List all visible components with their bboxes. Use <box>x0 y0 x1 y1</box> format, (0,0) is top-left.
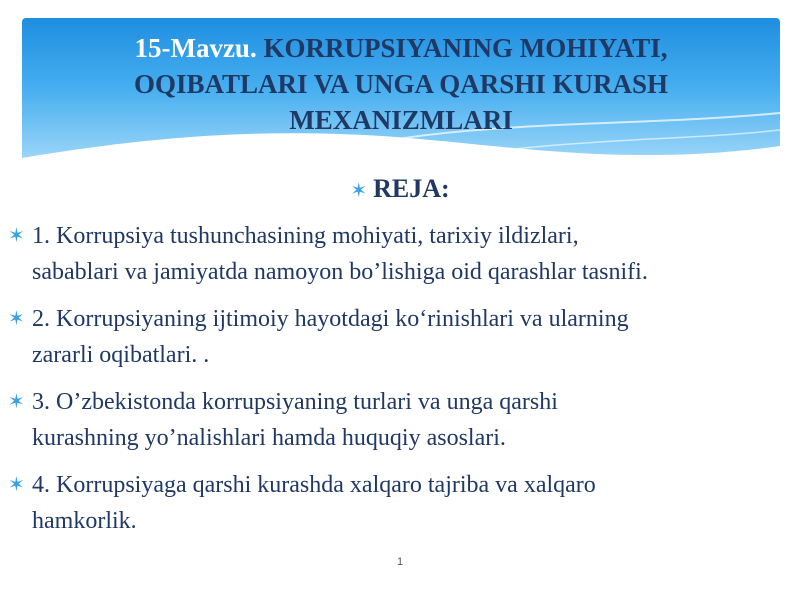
star-bullet-icon: ✶ <box>8 225 25 247</box>
list-item-line-2: kurashning yo’nalishlari hamda huquqiy asoslari. <box>32 425 506 451</box>
reja-heading <box>0 174 800 206</box>
title-line-1: KORRUPSIYANING MOHIYATI, <box>263 33 668 63</box>
list-item-line-2: sabablari va jamiyatda namoyon bo’lishiga oid qarashlar tasnifi. <box>32 259 648 285</box>
title-line-3: MEXANIZMLARI <box>289 105 513 135</box>
title-lead: 15-Mavzu. <box>134 33 257 63</box>
list-item-line-2: hamkorlik. <box>32 508 137 534</box>
list-item-line-1: 3. O’zbekistonda korrupsiyaning turlari va unga qarshi <box>32 389 558 415</box>
star-bullet-icon: ✶ <box>350 180 368 202</box>
list-item <box>6 301 786 373</box>
reja-label: REJA: <box>373 174 450 203</box>
list-item-line-1: 1. Korrupsiya tushunchasining mohiyati, tarixiy ildizlari, <box>32 223 579 249</box>
list-item <box>6 384 786 456</box>
list-item-line-1: 4. Korrupsiyaga qarshi kurashda xalqaro tajriba va xalqaro <box>32 472 596 498</box>
star-bullet-icon: ✶ <box>8 391 25 413</box>
list-item-line-1: 2. Korrupsiyaning ijtimoiy hayotdagi ko‘rinishlari va ularning <box>32 306 629 332</box>
star-bullet-icon: ✶ <box>8 308 25 330</box>
page-title <box>22 30 780 138</box>
star-bullet-icon: ✶ <box>8 474 25 496</box>
list-item <box>6 218 786 290</box>
title-line-2: OQIBATLARI VA UNGA QARSHI KURASH <box>133 69 669 99</box>
plan-list <box>6 218 786 550</box>
list-item <box>6 467 786 539</box>
page-number: 1 <box>396 556 404 568</box>
list-item-line-2: zararli oqibatlari. . <box>32 342 210 368</box>
